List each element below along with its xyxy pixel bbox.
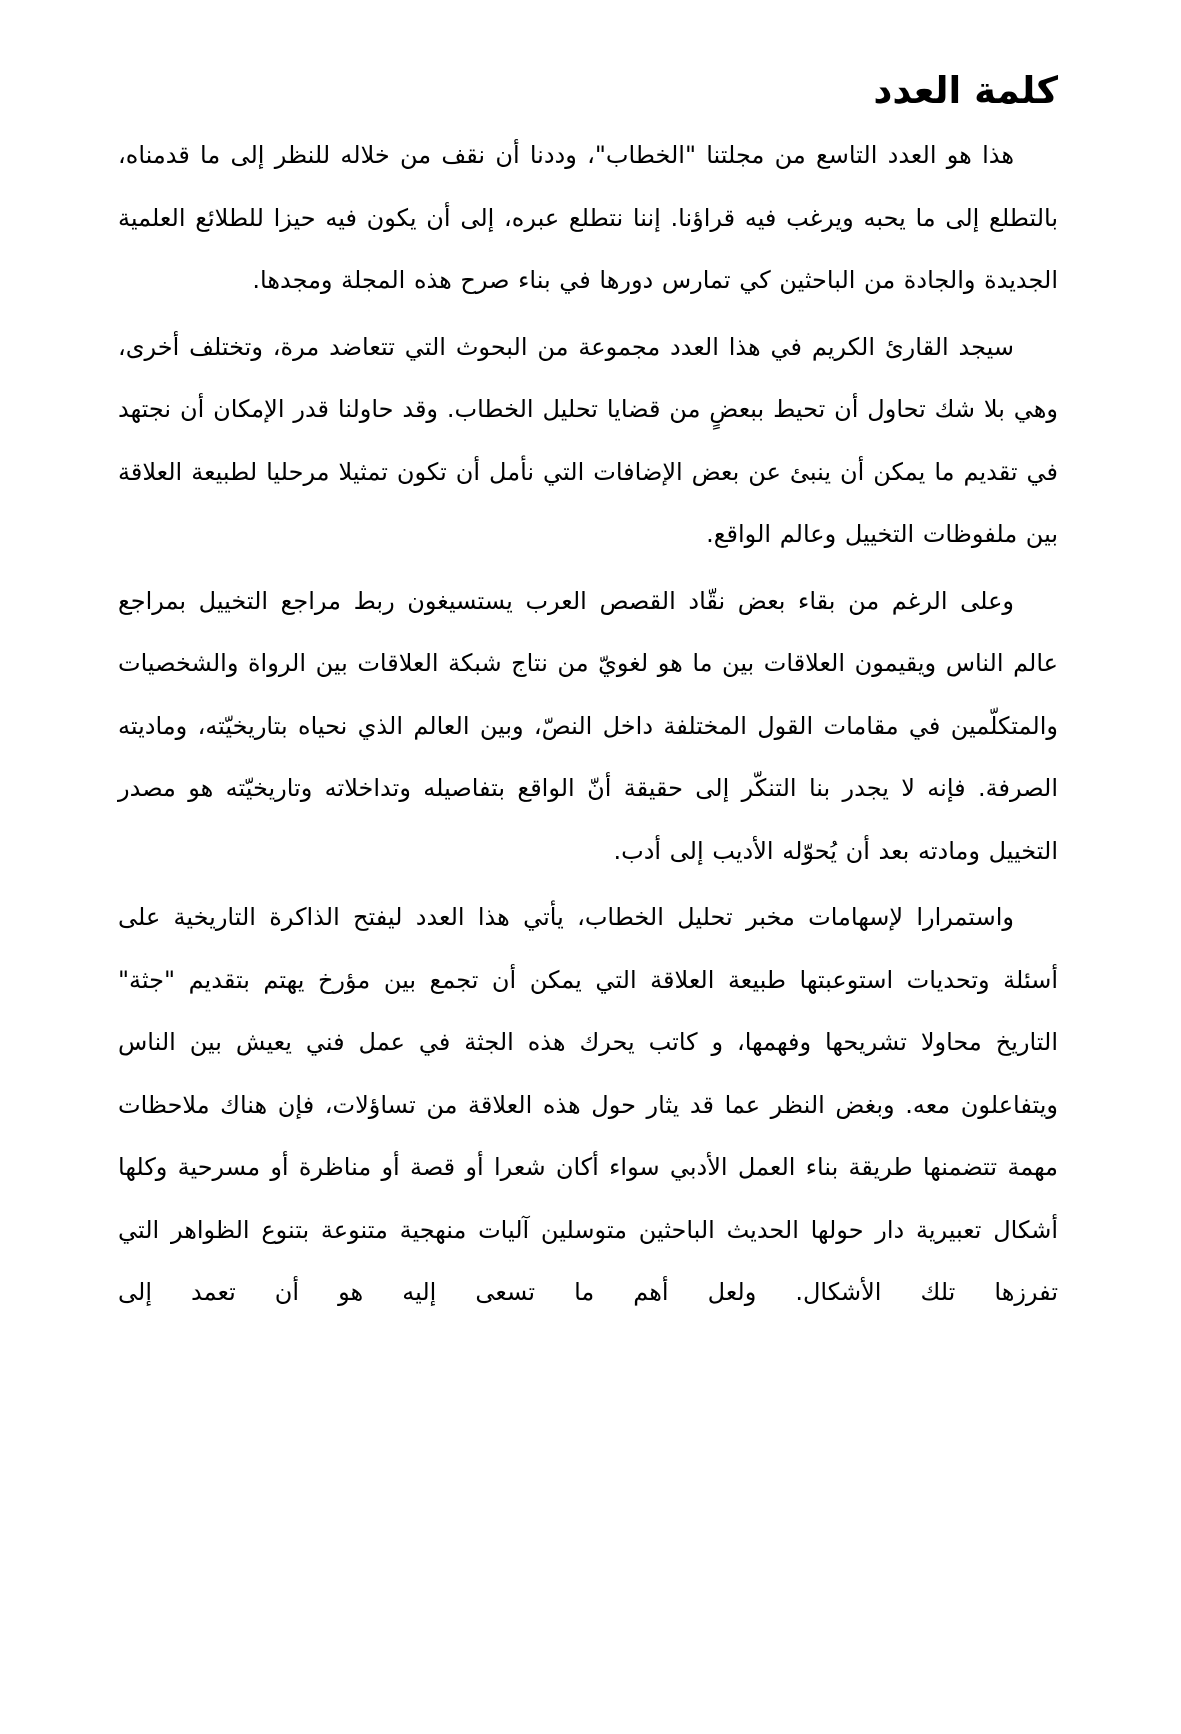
paragraph-3: وعلى الرغم من بقاء بعض نقّاد القصص العرب يستسيغون ربط مراجع التخييل بمراجع عالم الناس ويقيمون العلاقات بين ما هو لغويّ من نتاج شبكة العلاقات بين الرواة والشخصيات والمتكلّمين في مقامات القول المختلفة داخل النصّ، وبين العالم الذي نحياه بتاريخيّته، وماديته الصرفة. فإنه لا يجدر بنا التنكّر إلى حقيقة أنّ الواقع بتفاصيله وتداخلاته وتاريخيّته هو مصدر التخييل ومادته بعد أن يُحوّله الأديب إلى أدب. bbox=[118, 586, 1058, 865]
paragraph-4: واستمرارا لإسهامات مخبر تحليل الخطاب، يأتي هذا العدد ليفتح الذاكرة التاريخية على أسئلة وتحديات استوعبتها طبيعة العلاقة التي يمكن أن تجمع بين مؤرخ يهتم بتقديم "جثة" التاريخ محاولا تشريحها وفهمها، و كاتب يحرك هذه الجثة في عمل فني يعيش بين الناس ويتفاعلون معه. وبغض النظر عما قد يثار حول هذه العلاقة من تساؤلات، فإن هناك ملاحظات مهمة تتضمنها طريقة بناء العمل الأدبي سواء أكان شعرا أو قصة أو مناظرة أو مسرحية وكلها أشكال تعبيرية دار حولها الحديث الباحثين متوسلين آليات منهجية متنوعة بتنوع الظواهر التي تفرزها تلك الأشكال. ولعل أهم ما تسعى إليه هو أن تعمد إلى bbox=[118, 903, 1058, 1306]
paragraph-2: سيجد القارئ الكريم في هذا العدد مجموعة من البحوث التي تتعاضد مرة، وتختلف أخرى، وهي بلا شك تحاول أن تحيط ببعضٍ من قضايا تحليل الخطاب. وقد حاولنا قدر الإمكان أن نجتهد في تقديم ما يمكن أن ينبئ عن بعض الإضافات التي نأمل أن تكون تمثيلا مرحليا لطبيعة العلاقة بين ملفوظات التخييل وعالم الواقع. bbox=[118, 332, 1058, 548]
page-title: كلمة العدد bbox=[873, 69, 1058, 112]
page-content bbox=[118, 66, 1058, 1328]
paragraph-1: هذا هو العدد التاسع من مجلتنا "الخطاب"، وددنا أن نقف من خلاله للنظر إلى ما قدمناه، بالتطلع إلى ما يحبه ويرغب فيه قراؤنا. إننا نتطلع عبره، إلى أن يكون فيه حيزا للطلائع العلمية الجديدة والجادة من الباحثين كي تمارس دورها في بناء صرح هذه المجلة ومجدها. bbox=[118, 141, 1058, 294]
